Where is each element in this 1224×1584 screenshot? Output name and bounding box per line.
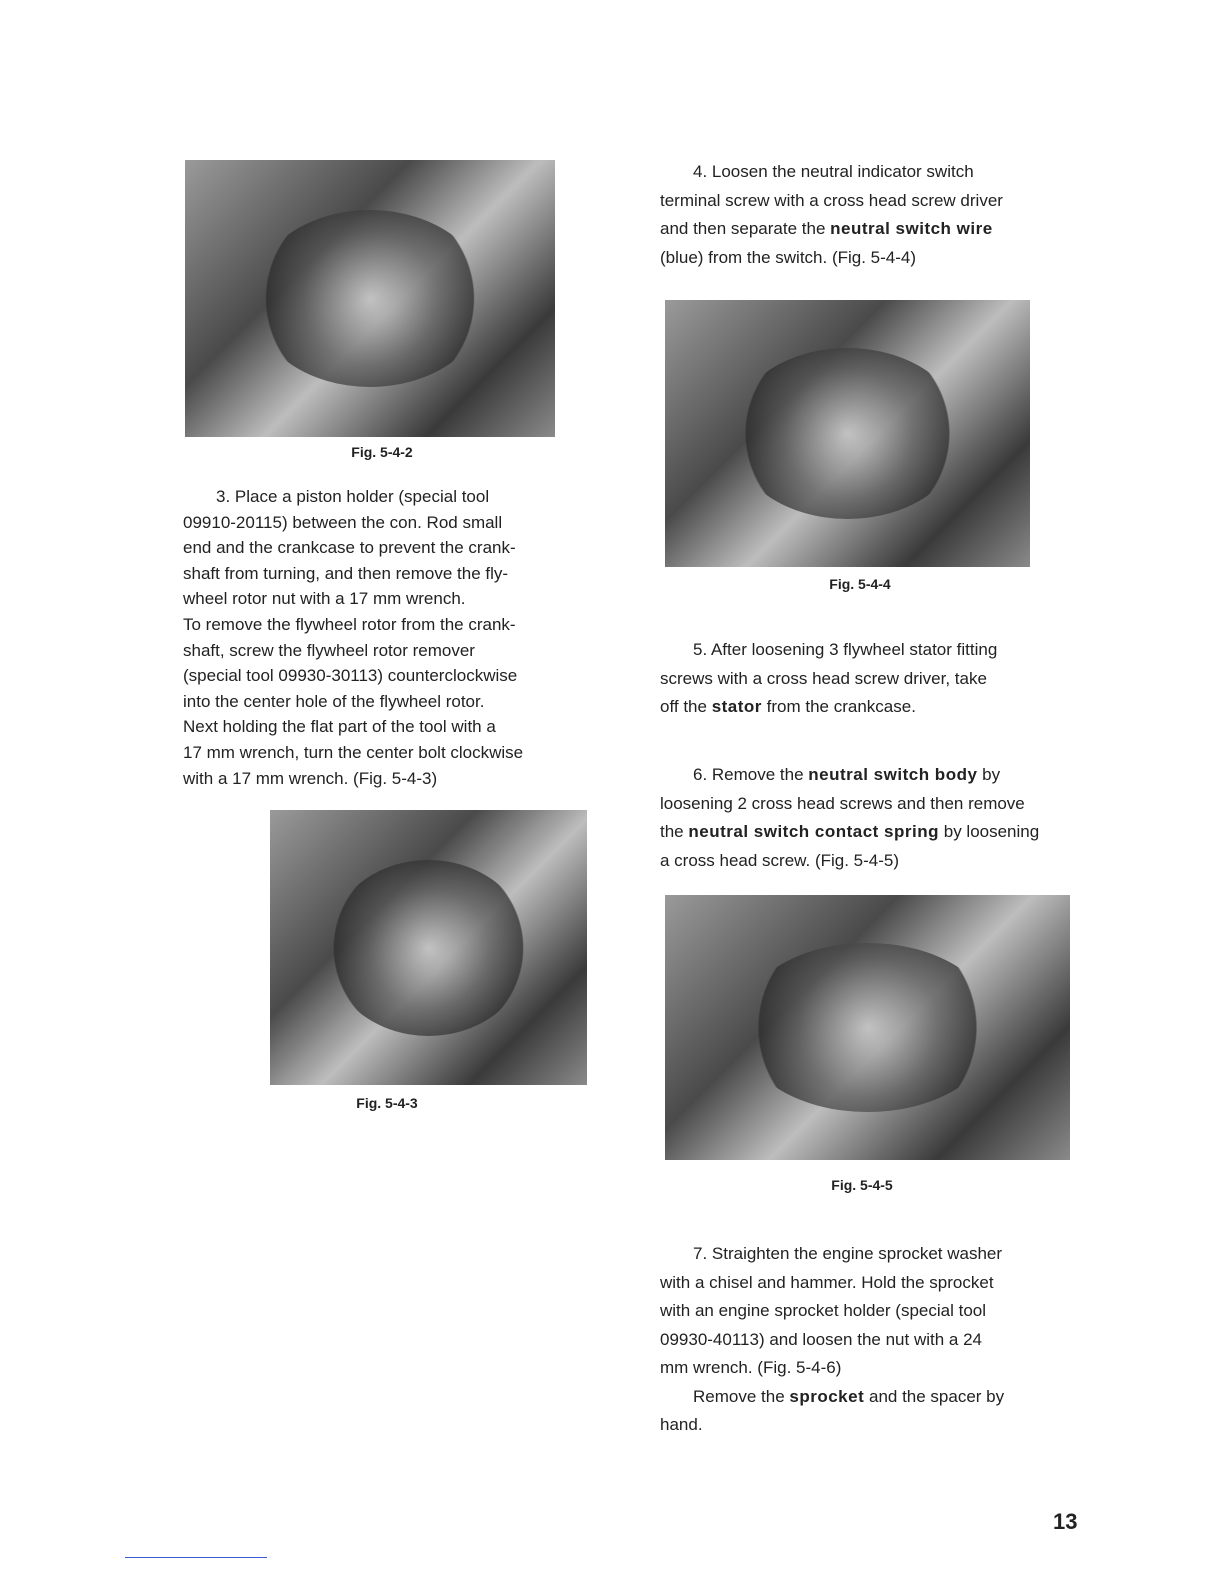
text-segment: and then separate the: [660, 219, 831, 239]
page-number: 13: [1053, 1509, 1078, 1534]
fig-5-4-2-caption: Fig. 5-4-2: [351, 444, 413, 460]
text-segment: Remove the: [693, 1386, 790, 1406]
fig-5-4-3-photo: [270, 810, 587, 1085]
fig-5-4-4-photo: [665, 300, 1030, 567]
text-line: (blue) from the switch. (Fig. 5-4-4): [660, 248, 917, 268]
text-line: end and the crankcase to prevent the crank-: [183, 538, 516, 558]
text-line: with an engine sprocket holder (special tool: [660, 1301, 987, 1320]
text-line: shaft, screw the flywheel rotor remover: [183, 640, 475, 660]
fig-5-4-3-caption: Fig. 5-4-3: [356, 1095, 418, 1111]
text-segment: by: [977, 765, 1001, 784]
text-line: 17 mm wrench, turn the center bolt clockwise: [183, 742, 524, 762]
fig-5-4-4-caption: Fig. 5-4-4: [829, 576, 891, 592]
text-line: a cross head screw. (Fig. 5-4-5): [660, 851, 900, 871]
text-line: wheel rotor nut with a 17 mm wrench.: [183, 589, 466, 609]
fig-5-4-5-caption: Fig. 5-4-5: [831, 1177, 893, 1193]
step-6-paragraph: [660, 761, 1068, 876]
text-segment: 6. Remove the: [693, 765, 809, 784]
fig-5-4-5-photo: [665, 895, 1070, 1160]
text-line: with a 17 mm wrench. (Fig. 5-4-3): [183, 768, 438, 788]
text-line: [660, 818, 1068, 847]
text-line: screws with a cross head screw driver, take: [660, 668, 987, 688]
footer-rule: [125, 1557, 267, 1558]
step-3-paragraph: [183, 484, 590, 791]
bold-term: neutral switch body: [808, 765, 978, 784]
text-line: (special tool 09930-30113) counterclockwise: [183, 666, 518, 686]
text-line: [660, 1383, 1070, 1412]
text-line: 09930-40113) and loosen the nut with a 24: [660, 1329, 982, 1349]
text-line: into the center hole of the flywheel rotor.: [183, 691, 485, 711]
step-7-paragraph: [660, 1240, 1070, 1440]
text-line: 09910-20115) between the con. Rod small: [183, 512, 503, 532]
text-line: terminal screw with a cross head screw driver: [660, 190, 1003, 210]
text-line: To remove the flywheel rotor from the crank-: [183, 614, 516, 634]
text-line: loosening 2 cross head screws and then remove: [660, 793, 1025, 813]
step-5-paragraph: [660, 636, 1068, 722]
text-line: 5. After loosening 3 flywheel stator fitting: [693, 640, 998, 659]
text-segment: and the spacer by: [864, 1386, 1005, 1406]
fig-5-4-2-photo: [185, 160, 555, 437]
bold-term: sprocket: [789, 1386, 865, 1406]
text-line: 7. Straighten the engine sprocket washer: [693, 1244, 1003, 1263]
text-segment: off the: [660, 697, 712, 717]
text-line: Next holding the flat part of the tool with a: [183, 717, 496, 737]
text-segment: by loosening: [939, 822, 1040, 842]
text-line: [660, 693, 1068, 722]
text-line: mm wrench. (Fig. 5-4-6): [660, 1358, 842, 1377]
text-line: [660, 761, 1068, 790]
text-line: shaft from turning, and then remove the fly-: [183, 563, 509, 583]
text-line: 4. Loosen the neutral indicator switch: [693, 162, 974, 181]
text-line: with a chisel and hammer. Hold the sprocket: [660, 1272, 994, 1292]
step-4-paragraph: [660, 158, 1068, 273]
text-segment: the: [660, 822, 689, 842]
text-segment: from the crankcase.: [761, 697, 916, 717]
text-line: 3. Place a piston holder (special tool: [216, 487, 490, 506]
text-line: hand.: [660, 1415, 703, 1434]
text-line: [660, 215, 1068, 244]
bold-term: neutral switch wire: [830, 219, 993, 239]
bold-term: neutral switch contact spring: [688, 822, 940, 842]
bold-term: stator: [711, 697, 762, 717]
